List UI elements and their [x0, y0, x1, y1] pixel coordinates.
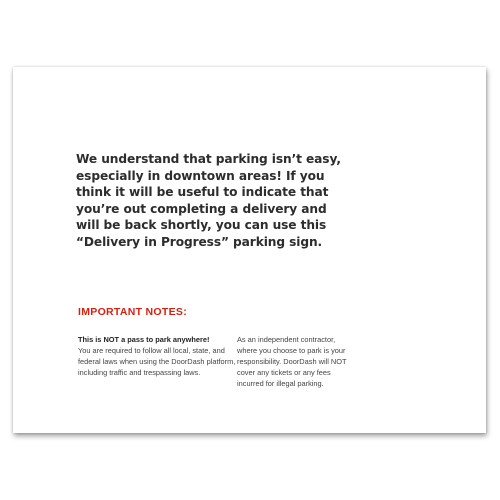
headline-text: We understand that parking isn’t easy, especially in downtown areas! If you think it will be useful to indicate that you’re out completing a delivery and will be back shortly, you can use this “Delivery in Progress” parking sign. — [76, 152, 341, 249]
note-right-body: As an independent contractor, where you choose to park is your responsibility. DoorDash will NOT cover any tickets or any fees incurred for illegal parking. — [237, 335, 347, 388]
important-notes-heading: IMPORTANT NOTES: — [78, 306, 188, 318]
note-column-right — [237, 335, 357, 390]
note-lead-text: This is NOT a pass to park anywhere! — [78, 335, 210, 344]
document-sheet — [13, 67, 486, 433]
note-column-left — [78, 335, 238, 379]
note-left-body: You are required to follow all local, state, and federal laws when using the DoorDash platform, including traffic and trespassing laws. — [78, 345, 236, 377]
